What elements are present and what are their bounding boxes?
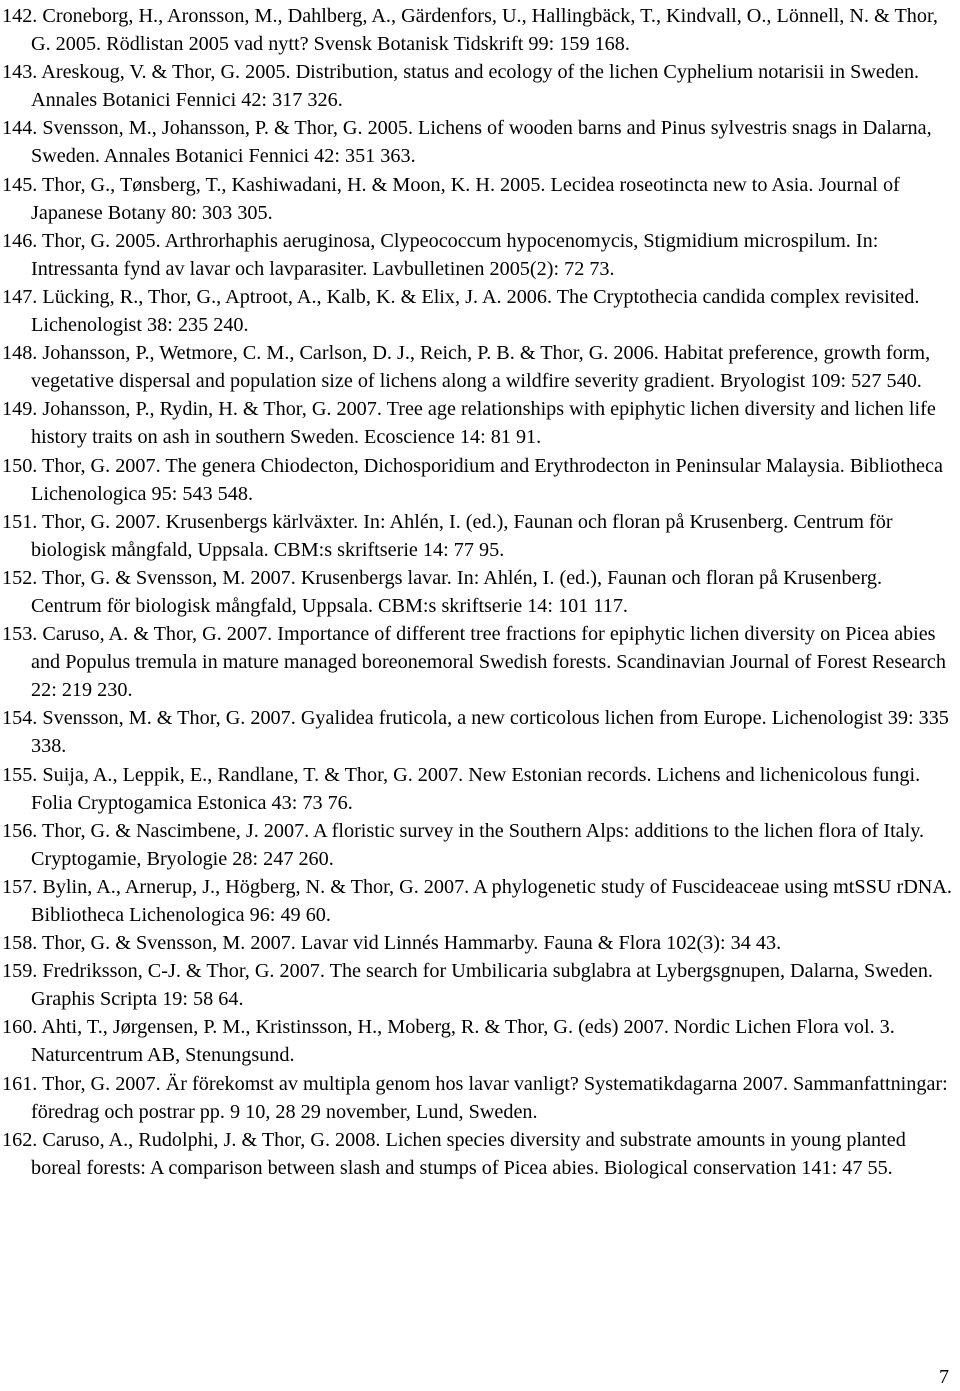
reference-number: 144.	[2, 117, 38, 140]
reference-number: 149.	[2, 398, 38, 421]
page-number: 7	[939, 1366, 949, 1388]
reference-entry	[2, 564, 954, 620]
reference-number: 146.	[2, 229, 38, 252]
reference-entry	[2, 283, 954, 339]
reference-entry	[2, 58, 954, 114]
reference-number: 159.	[2, 960, 38, 983]
reference-entry	[2, 1070, 954, 1126]
reference-text: Thor, G., Tønsberg, T., Kashiwadani, H. & Moon, K. H. 2005. Lecidea roseotincta new to Asia. Journal of Japanese Botany 80: 303 305.	[31, 173, 900, 224]
reference-entry	[2, 704, 954, 760]
reference-text: Svensson, M., Johansson, P. & Thor, G. 2005. Lichens of wooden barns and Pinus sylvestris snags in Dalarna, Sweden. Annales Botanici Fennici 42: 351 363.	[31, 117, 932, 168]
reference-number: 161.	[2, 1072, 38, 1095]
reference-text: Caruso, A. & Thor, G. 2007. Importance of different tree fractions for epiphytic lichen diversity on Picea abies and Populus tremula in mature managed boreonemoral Swedish forests. Scandinavian Journal of Forest Research 22: 219 230.	[31, 623, 946, 702]
reference-number: 153.	[2, 623, 38, 646]
reference-number: 151.	[2, 510, 38, 533]
reference-text: Johansson, P., Rydin, H. & Thor, G. 2007. Tree age relationships with epiphytic lichen diversity and lichen life history traits on ash in southern Sweden. Ecoscience 14: 81 91.	[31, 398, 936, 449]
reference-entry	[2, 1126, 954, 1182]
reference-number: 148.	[2, 342, 38, 365]
reference-entry	[2, 873, 954, 929]
reference-number: 156.	[2, 819, 38, 842]
reference-entry	[2, 395, 954, 451]
reference-text: Suija, A., Leppik, E., Randlane, T. & Thor, G. 2007. New Estonian records. Lichens and lichenicolous fungi. Folia Cryptogamica Estonica 43: 73 76.	[31, 763, 921, 814]
reference-number: 143.	[2, 61, 38, 84]
reference-text: Johansson, P., Wetmore, C. M., Carlson, D. J., Reich, P. B. & Thor, G. 2006. Habitat preference, growth form, vegetative dispersal and population size of lichens along a wildfire severity gradient. Bryologist 109: 527 540.	[31, 342, 931, 393]
reference-text: Thor, G. 2005. Arthrorhaphis aeruginosa, Clypeococcum hypocenomycis, Stigmidium microspilum. In: Intressanta fynd av lavar och lavparasiter. Lavbulletinen 2005(2): 72 73.	[31, 229, 879, 280]
reference-entry	[2, 508, 954, 564]
reference-text: Thor, G. 2007. The genera Chiodecton, Dichosporidium and Erythrodecton in Peninsular Malaysia. Bibliotheca Lichenologica 95: 543 548.	[31, 454, 943, 505]
reference-text: Svensson, M. & Thor, G. 2007. Gyalidea fruticola, a new corticolous lichen from Europe. Lichenologist 39: 335 338.	[31, 707, 949, 758]
reference-number: 162.	[2, 1128, 38, 1151]
reference-entry	[2, 1013, 954, 1069]
reference-number: 152.	[2, 566, 38, 589]
reference-entry	[2, 817, 954, 873]
reference-entry	[2, 2, 954, 58]
reference-number: 158.	[2, 932, 38, 955]
reference-entry	[2, 761, 954, 817]
reference-text: Thor, G. & Svensson, M. 2007. Krusenbergs lavar. In: Ahlén, I. (ed.), Faunan och floran på Krusenberg. Centrum för biologisk mångfald, Uppsala. CBM:s skriftserie 14: 101 117.	[31, 566, 883, 617]
reference-entry	[2, 171, 954, 227]
reference-text: Thor, G. & Svensson, M. 2007. Lavar vid Linnés Hammarby. Fauna & Flora 102(3): 34 43.	[42, 932, 782, 955]
reference-text: Croneborg, H., Aronsson, M., Dahlberg, A., Gärdenfors, U., Hallingbäck, T., Kindvall, O., Lönnell, N. & Thor, G. 2005. Rödlistan 2005 vad nytt? Svensk Botanisk Tidskrift 99: 159 168.	[31, 5, 938, 56]
reference-text: Thor, G. & Nascimbene, J. 2007. A floristic survey in the Southern Alps: additions to the lichen flora of Italy. Cryptogamie, Bryologie 28: 247 260.	[31, 819, 925, 870]
reference-number: 142.	[2, 5, 38, 27]
reference-text: Thor, G. 2007. Är förekomst av multipla genom hos lavar vanligt? Systematikdagarna 2007. Sammanfattningar: föredrag och postrar pp. 9 10, 28 29 november, Lund, Sweden.	[31, 1072, 948, 1123]
reference-entry	[2, 929, 954, 957]
reference-entry	[2, 114, 954, 170]
reference-number: 147.	[2, 285, 38, 308]
reference-number: 155.	[2, 763, 38, 786]
reference-text: Ahti, T., Jørgensen, P. M., Kristinsson, H., Moberg, R. & Thor, G. (eds) 2007. Nordic Lichen Flora vol. 3. Naturcentrum AB, Stenungsund.	[31, 1016, 895, 1067]
reference-text: Bylin, A., Arnerup, J., Högberg, N. & Thor, G. 2007. A phylogenetic study of Fuscideaceae using mtSSU rDNA. Bibliotheca Lichenologica 96: 49 60.	[31, 875, 952, 926]
reference-text: Thor, G. 2007. Krusenbergs kärlväxter. In: Ahlén, I. (ed.), Faunan och floran på Krusenberg. Centrum för biologisk mångfald, Uppsala. CBM:s skriftserie 14: 77 95.	[31, 510, 893, 561]
reference-entry	[2, 957, 954, 1013]
reference-entry	[2, 452, 954, 508]
reference-text: Areskoug, V. & Thor, G. 2005. Distribution, status and ecology of the lichen Cyphelium notarisii in Sweden. Annales Botanici Fennici 42: 317 326.	[31, 61, 920, 112]
reference-list	[2, 2, 954, 1182]
reference-text: Caruso, A., Rudolphi, J. & Thor, G. 2008. Lichen species diversity and substrate amounts in young planted boreal forests: A comparison between slash and stumps of Picea abies. Biological conservation 141: 47 55.	[31, 1128, 906, 1179]
reference-number: 157.	[2, 875, 38, 898]
reference-entry	[2, 227, 954, 283]
reference-text: Lücking, R., Thor, G., Aptroot, A., Kalb, K. & Elix, J. A. 2006. The Cryptothecia candida complex revisited. Lichenologist 38: 235 240.	[31, 285, 920, 337]
reference-text: Fredriksson, C-J. & Thor, G. 2007. The search for Umbilicaria subglabra at Lybergsgnupen, Dalarna, Sweden. Graphis Scripta 19: 58 64.	[31, 960, 933, 1011]
reference-entry	[2, 339, 954, 395]
reference-number: 160.	[2, 1016, 38, 1039]
reference-number: 145.	[2, 173, 38, 196]
reference-entry	[2, 620, 954, 704]
reference-number: 154.	[2, 707, 38, 730]
reference-number: 150.	[2, 454, 38, 477]
